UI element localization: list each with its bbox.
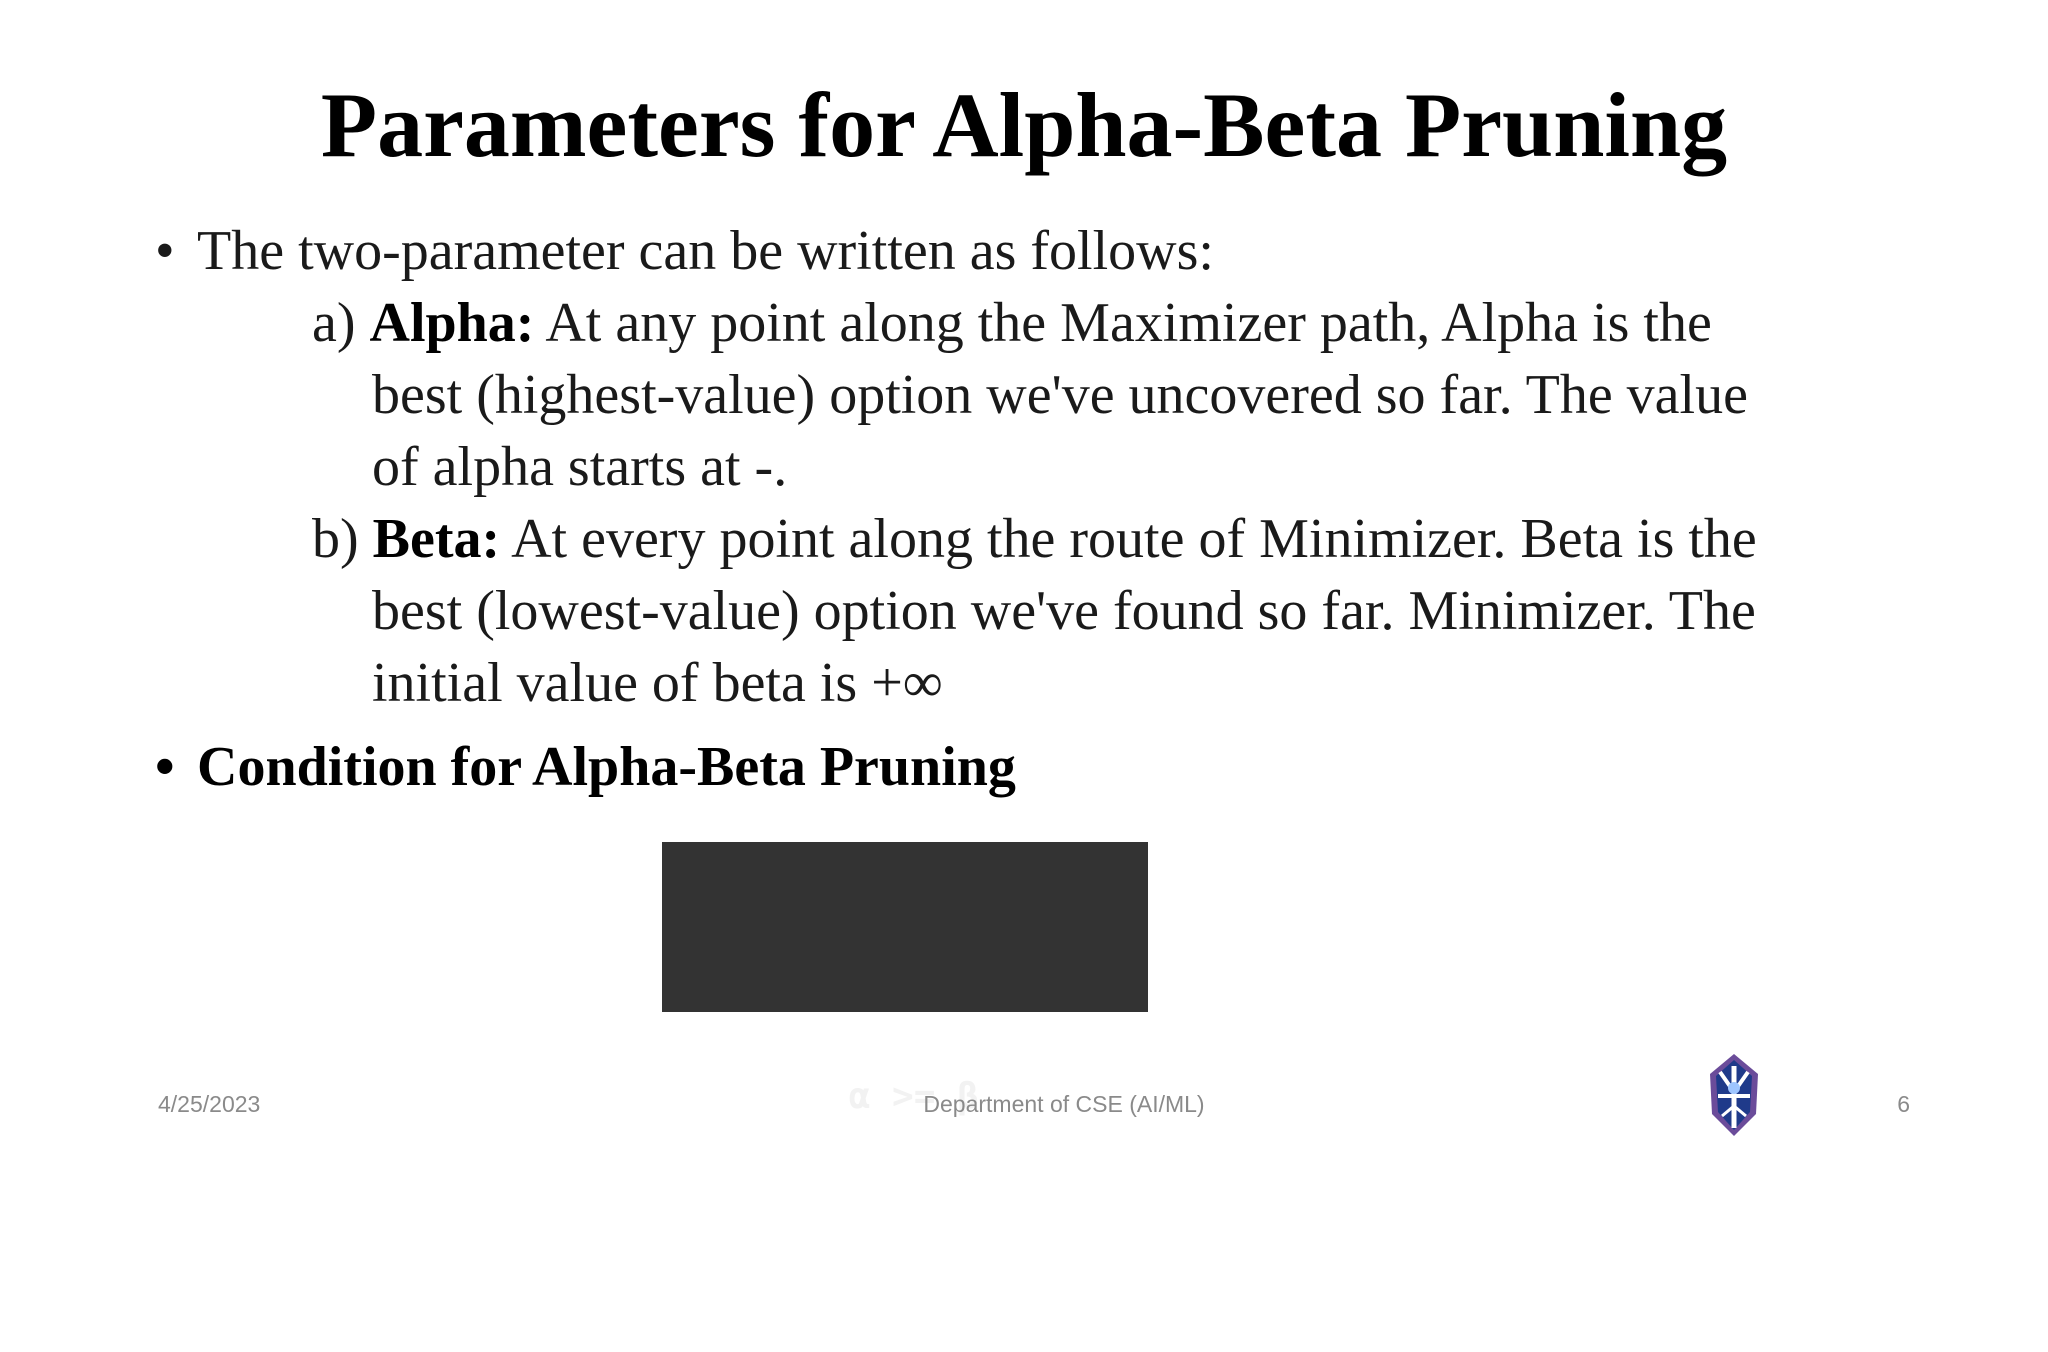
beta-text-1: At every point along the route of Minimizer. Beta is the <box>500 508 1757 570</box>
footer-page-number: 6 <box>1897 1091 1910 1117</box>
beta-line-1 <box>312 503 1757 575</box>
alpha-text-1: At any point along the Maximizer path, Alpha is the <box>534 292 1712 354</box>
beta-prefix: b) <box>312 508 373 570</box>
bullet-intro-text: The two-parameter can be written as follows: <box>197 220 1214 282</box>
footer-date: 4/25/2023 <box>158 1091 261 1117</box>
alpha-line-1 <box>312 287 1712 359</box>
bullet-condition-text: Condition for Alpha-Beta Pruning <box>197 736 1016 798</box>
slide-title: Parameters for Alpha-Beta Pruning <box>320 74 1728 176</box>
bullet-condition <box>155 731 1016 803</box>
beta-line-3: initial value of beta is +∞ <box>372 652 943 714</box>
college-emblem-icon <box>1706 1052 1762 1138</box>
footer-department: Department of CSE (AI/ML) <box>923 1091 1205 1117</box>
alpha-line-3: of alpha starts at -. <box>372 436 788 498</box>
bullet-dot: • <box>155 736 175 798</box>
alpha-line-2: best (highest-value) option we've uncovered so far. The value <box>372 364 1748 426</box>
beta-line-2: best (lowest-value) option we've found so far. Minimizer. The <box>372 580 1756 642</box>
bullet-dot: • <box>155 220 175 282</box>
alpha-term: Alpha: <box>369 292 535 354</box>
condition-code: α >= β <box>848 1076 979 1117</box>
alpha-prefix: a) <box>312 292 370 354</box>
beta-term: Beta: <box>372 508 501 570</box>
bullet-intro <box>155 215 1214 287</box>
